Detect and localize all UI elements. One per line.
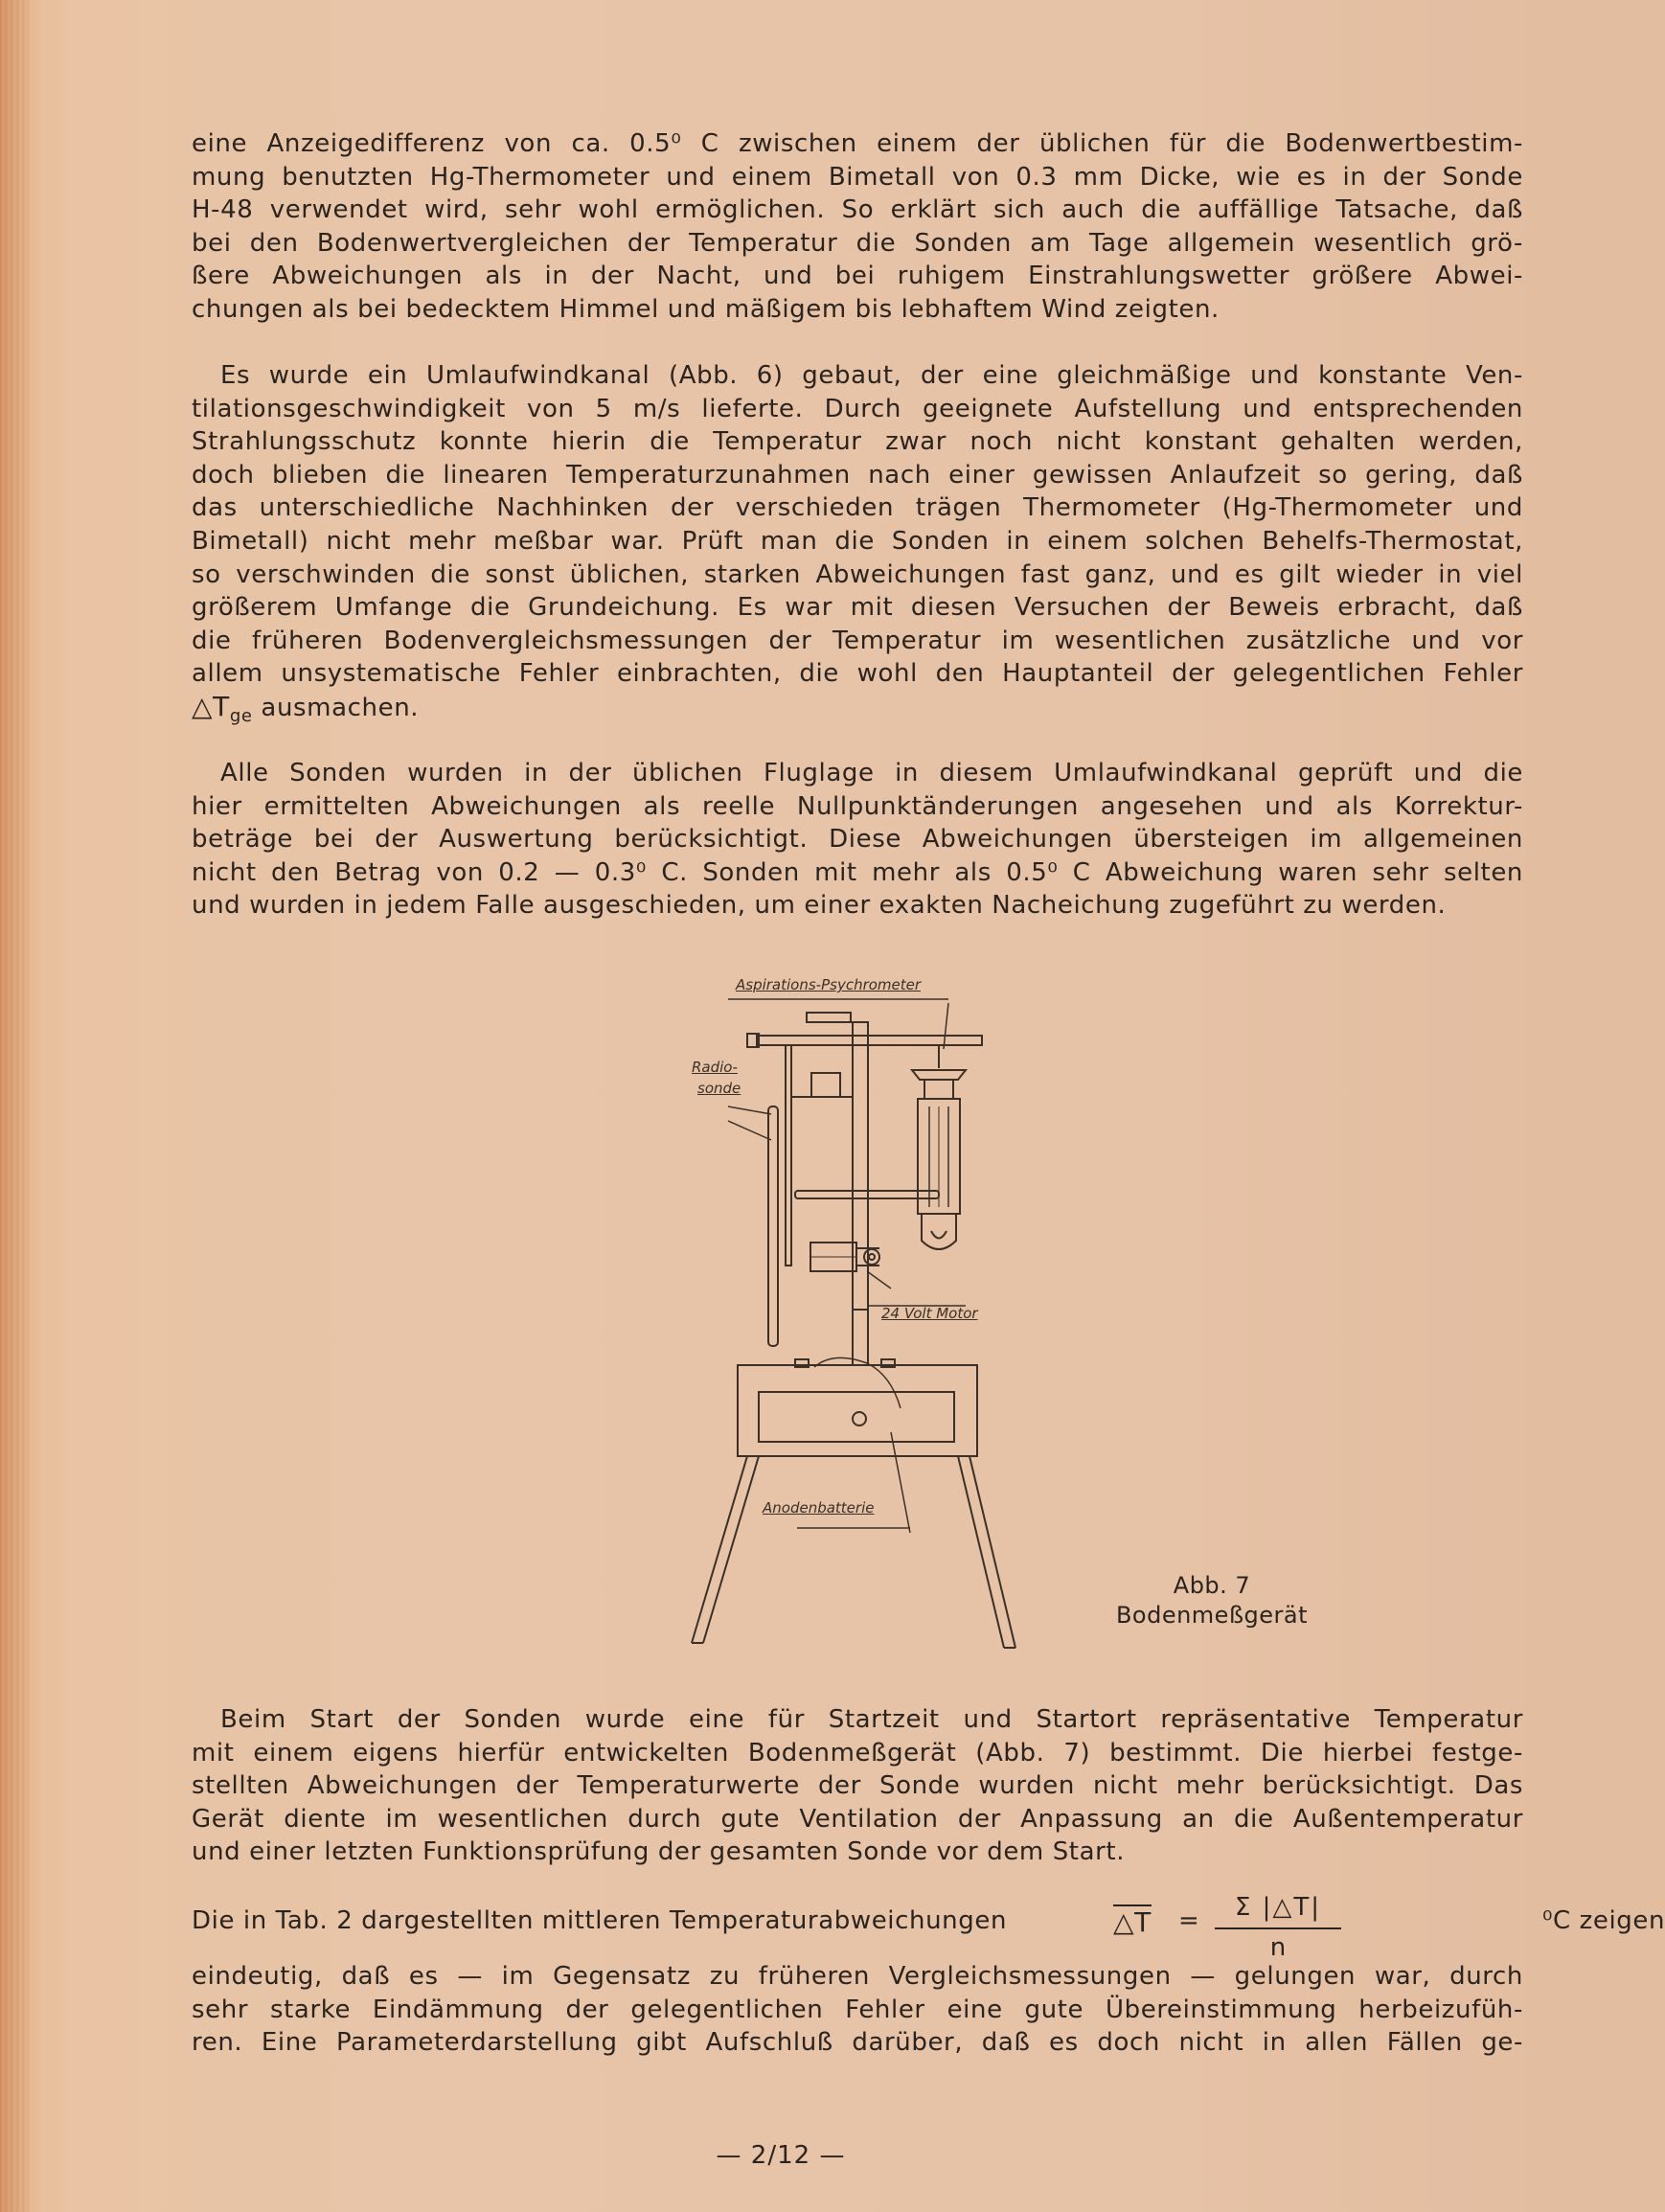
text-line: eindeutig, daß es — im Gegensatz zu früheren Vergleichsmessungen — gelungen war, durch bbox=[192, 1962, 1523, 1991]
label-anodenbatterie: Anodenbatterie bbox=[763, 1499, 875, 1516]
text-line: hier ermittelten Abweichungen als reelle Nullpunktänderungen angesehen und als Korrektur- bbox=[192, 791, 1523, 821]
text-line: Gerät diente im wesentlichen durch gute Ventilation der Anpassung an die Außentemperatur bbox=[192, 1804, 1523, 1834]
text-line: größerem Umfange die Grundeichung. Es war mit diesen Versuchen der Beweis erbracht, daß bbox=[192, 593, 1523, 623]
text-line: doch blieben die linearen Temperaturzunahmen nach einer gewissen Anlaufzeit so gering, daß bbox=[192, 460, 1523, 490]
text-line: nicht den Betrag von 0.2 — 0.3⁰ C. Sonden mit mehr als 0.5⁰ C Abweichung waren sehr selten bbox=[192, 857, 1523, 887]
caption-number: Abb. 7 bbox=[1173, 1572, 1251, 1599]
text-line: ßere Abweichungen als in der Nacht, und bei ruhigem Einstrahlungswetter größere Abwei- bbox=[192, 262, 1523, 291]
page-edge-shading bbox=[0, 0, 29, 2212]
paragraph-3 bbox=[192, 757, 1523, 923]
paragraph-1 bbox=[192, 127, 1523, 327]
figure-bodenmessgeraet bbox=[671, 972, 1015, 1662]
text-line: ren. Eine Parameterdarstellung gibt Aufschluß darüber, daß es doch nicht in allen Fällen ge- bbox=[192, 2028, 1523, 2058]
paragraph-2 bbox=[192, 359, 1523, 725]
formula-unit-text: ⁰C zeigen bbox=[1542, 1906, 1665, 1935]
caption-title: Bodenmeßgerät bbox=[1115, 1602, 1309, 1629]
formula-lead-text: Die in Tab. 2 dargestellten mittleren Temperaturabweichungen bbox=[192, 1906, 1008, 1935]
label-radiosonde-line2: sonde bbox=[697, 1080, 741, 1097]
text-line: sehr starke Eindämmung der gelegentlichen Fehler eine gute Übereinstimmung herbeizufüh- bbox=[192, 1995, 1523, 2024]
line-text: ausmachen. bbox=[261, 693, 420, 722]
fraction-denominator: n bbox=[1269, 1933, 1287, 1962]
subscript-ge: ge bbox=[229, 705, 253, 726]
fraction-numerator: Σ |△T| bbox=[1215, 1893, 1341, 1929]
paragraph-5 bbox=[192, 1960, 1523, 2060]
text-line: mung benutzten Hg-Thermometer und einem Bimetall von 0.3 mm Dicke, wie es in der Sonde bbox=[192, 162, 1523, 192]
figure-caption bbox=[1102, 1571, 1322, 1630]
text-line: H-48 verwendet wird, sehr wohl ermöglichen. So erklärt sich auch die auffällige Tatsache, daß bbox=[192, 195, 1523, 225]
text-line: und wurden in jedem Falle ausgeschieden, um einer exakten Nacheichung zugeführt zu werden. bbox=[192, 891, 1447, 921]
text-line: eine Anzeigedifferenz von ca. 0.5⁰ C zwischen einem der üblichen für die Bodenwertbestim- bbox=[192, 129, 1523, 158]
text-line: Alle Sonden wurden in der üblichen Fluglage in diesem Umlaufwindkanal geprüft und die bbox=[220, 759, 1523, 787]
text-line: beträge bei der Auswertung berücksichtigt. Diese Abweichungen übersteigen im allgemeinen bbox=[192, 825, 1523, 855]
page-number: — 2/12 — bbox=[716, 2141, 846, 2170]
label-aspirations-psychrometer: Aspirations-Psychrometer bbox=[736, 976, 922, 993]
formula-equals: = bbox=[1178, 1906, 1200, 1935]
formula-fraction bbox=[1215, 1893, 1341, 1962]
text-line: chungen als bei bedecktem Himmel und mäßigem bis lebhaftem Wind zeigten. bbox=[192, 294, 1220, 324]
text-line: bei den Bodenwertvergleichen der Temperatur die Sonden am Tage allgemein wesentlich grö- bbox=[192, 228, 1523, 258]
text-line: stellten Abweichungen der Temperaturwerte der Sonde wurden nicht mehr berücksichtigt. Das bbox=[192, 1771, 1523, 1801]
formula-lhs: △T bbox=[1113, 1906, 1152, 1938]
text-line: allem unsystematische Fehler einbrachten, die wohl den Hauptanteil der gelegentlichen Fehler bbox=[192, 659, 1523, 689]
label-motor: 24 Volt Motor bbox=[881, 1305, 978, 1322]
text-line: Beim Start der Sonden wurde eine für Startzeit und Startort repräsentative Temperatur bbox=[220, 1705, 1523, 1734]
delta-t-symbol: △T bbox=[192, 690, 230, 722]
text-line: das unterschiedliche Nachhinken der verschieden trägen Thermometer (Hg-Thermometer und bbox=[192, 493, 1523, 523]
paragraph-4 bbox=[192, 1703, 1523, 1869]
text-line: so verschwinden die sonst üblichen, starken Abweichungen fast ganz, und es gilt wieder in viel bbox=[192, 559, 1523, 589]
text-line bbox=[192, 691, 1523, 725]
text-line: und einer letzten Funktionsprüfung der gesamten Sonde vor dem Start. bbox=[192, 1837, 1126, 1867]
text-line: die früheren Bodenvergleichsmessungen der Temperatur im wesentlichen zusätzliche und vor bbox=[192, 626, 1523, 655]
text-line: Strahlungsschutz konnte hierin die Temperatur zwar noch nicht konstant gehalten werden, bbox=[192, 427, 1523, 457]
text-line: Bimetall) nicht mehr meßbar war. Prüft man die Sonden in einem solchen Behelfs-Thermostat, bbox=[192, 526, 1523, 556]
text-line: tilationsgeschwindigkeit von 5 m/s lieferte. Durch geeignete Aufstellung und entsprechenden bbox=[192, 394, 1523, 423]
text-line: mit einem eigens hierfür entwickelten Bodenmeßgerät (Abb. 7) bestimmt. Die hierbei festge- bbox=[192, 1738, 1523, 1767]
text-line: Es wurde ein Umlaufwindkanal (Abb. 6) gebaut, der eine gleichmäßige und konstante Ven- bbox=[220, 361, 1523, 390]
label-radiosonde-line1: Radio- bbox=[692, 1059, 738, 1076]
